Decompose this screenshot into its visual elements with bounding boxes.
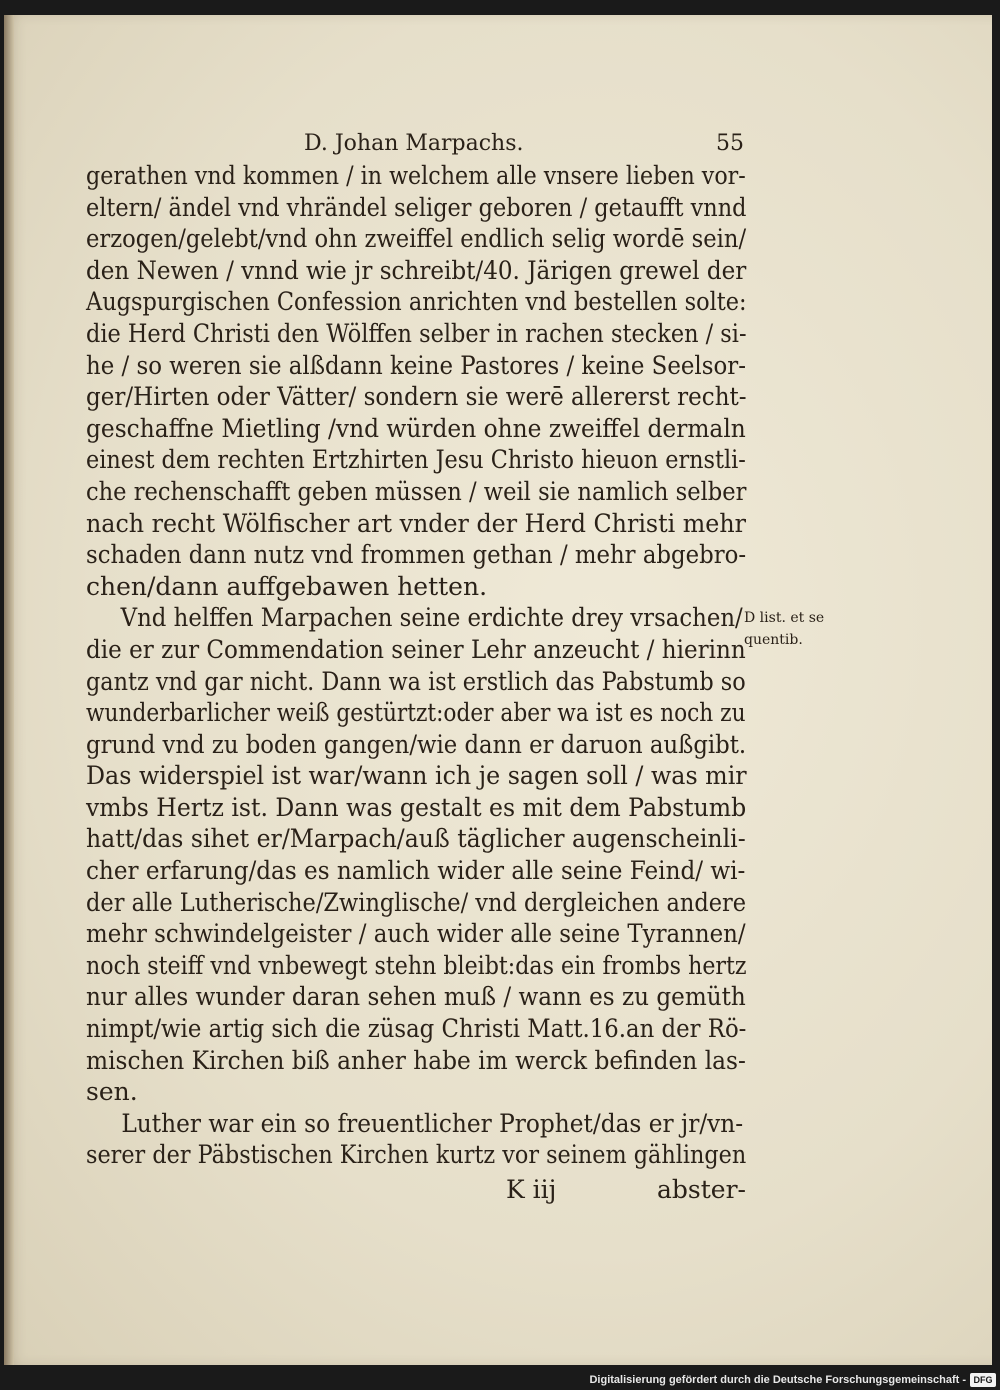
text-line: Vnd helffen Marpachen seine erdichte drey vrsachen/ — [120, 603, 743, 633]
dfg-logo: DFG — [970, 1373, 996, 1387]
page-footer — [86, 1175, 746, 1207]
text-line: Das widerspiel ist war/wann ich je sagen soll / was mir — [86, 761, 747, 791]
marginal-note-line: D list. et se — [744, 610, 825, 626]
folio-number: 55 — [716, 131, 744, 156]
text-line: gantz vnd gar nicht. Dann wa ist erstlich das Pabstumb so — [86, 666, 746, 696]
text-line: gerathen vnd kommen / in welchem alle vnsere lieben vor- — [86, 161, 746, 190]
text-line: die Herd Christi den Wölffen selber in rachen stecken / si- — [86, 318, 747, 348]
marginal-note-line: quentib. — [744, 632, 803, 648]
text-line: einest dem rechten Ertzhirten Jesu Christo hieuon ernstli- — [86, 445, 746, 475]
page-header — [304, 125, 744, 159]
signature-mark: K iij — [506, 1175, 557, 1204]
text-line: sen. — [86, 1077, 138, 1107]
text-line: eltern/ ändel vnd vhrändel seliger geboren / getaufft vnnd — [86, 192, 747, 222]
page-spine-shadow — [4, 15, 14, 1365]
text-line: Augspurgischen Confession anrichten vnd bestellen solte: — [86, 287, 747, 317]
text-line: geschaffne Mietling /vnd würden ohne zweiffel dermaln — [86, 413, 746, 443]
text-line: chen/dann auffgebawen hetten. — [86, 571, 488, 601]
text-line: wunderbarlicher weiß gestürtzt:oder aber wa ist es noch zu — [86, 698, 746, 728]
text-line: noch steiff vnd vnbewegt stehn bleibt:das ein frombs hertz — [86, 950, 747, 980]
text-line: mehr schwindelgeister / auch wider alle seine Tyrannen/ — [86, 919, 746, 949]
text-line: hatt/das sihet er/Marpach/auß täglicher augenscheinli- — [86, 824, 746, 854]
text-line: nur alles wunder daran sehen muß / wann es zu gemüth — [86, 982, 746, 1012]
text-line: cher erfarung/das es namlich wider alle seine Feind/ wi- — [86, 856, 746, 886]
text-line: die er zur Commendation seiner Lehr anzeucht / hierinn — [86, 634, 746, 664]
digitization-credit: Digitalisierung gefördert durch die Deutsche Forschungsgemeinschaft - — [589, 1374, 966, 1386]
book-page — [4, 15, 992, 1365]
text-line: nimpt/wie artig sich die züsag Christi Matt.16.an der Rö- — [86, 1014, 747, 1044]
text-line: grund vnd zu boden gangen/wie dann er daruon außgibt. — [86, 729, 747, 759]
text-line: che rechenschafft geben müssen / weil sie namlich selber — [86, 476, 747, 506]
text-line: Luther war ein so freuentlicher Prophet/das er jr/vn- — [121, 1108, 744, 1138]
catchword: abster- — [657, 1175, 746, 1204]
marginal-note — [744, 607, 844, 651]
text-line: der alle Lutherische/Zwinglische/ vnd dergleichen andere — [86, 887, 747, 917]
text-line: mischen Kirchen biß anher habe im werck befinden las- — [86, 1045, 746, 1075]
text-line: schaden dann nutz vnd frommen gethan / mehr abgebro- — [86, 540, 747, 570]
text-line: ger/Hirten oder Vätter/ sondern sie werē allererst recht- — [86, 382, 747, 412]
text-line: erzogen/gelebt/vnd ohn zweiffel endlich selig wordē sein/ — [86, 224, 747, 254]
text-line: serer der Päbstischen Kirchen kurtz vor seinem gählingen — [86, 1140, 747, 1170]
text-line: den Newen / vnnd wie jr schreibt/40. Järigen grewel der — [86, 255, 747, 285]
text-line: he / so weren sie alßdann keine Pastores / keine Seelsor- — [86, 350, 746, 380]
text-line: vmbs Hertz ist. Dann was gestalt es mit dem Pabstumb — [86, 792, 747, 822]
running-head: D. Johan Marpachs. — [304, 131, 524, 156]
body-text — [86, 160, 746, 1171]
text-line: nach recht Wölfischer art vnder der Herd Christi mehr — [86, 508, 747, 538]
